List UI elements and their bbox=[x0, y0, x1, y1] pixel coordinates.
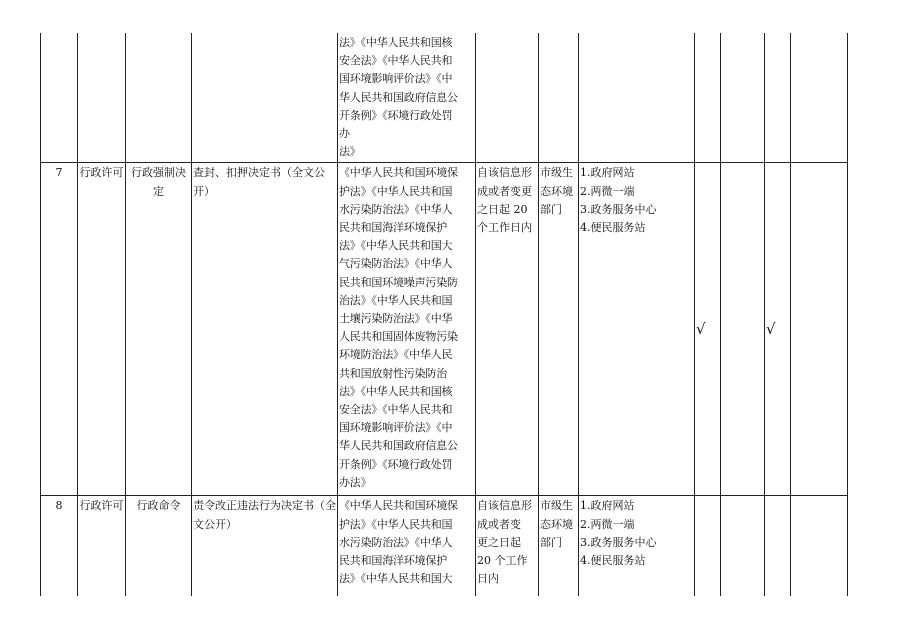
basis-line: 安全法》《中华人民共和 bbox=[339, 403, 453, 417]
basis-line: 土壤污染防治法》《中华 bbox=[339, 312, 453, 326]
basis-line: 治法》《中华人民共和国 bbox=[339, 293, 453, 307]
table-row bbox=[41, 163, 848, 496]
basis-line: 国环境影响评价法》《中 bbox=[339, 421, 453, 435]
channel-line: 3.政务服务中心 bbox=[580, 202, 657, 216]
subject-line: 市级生 bbox=[540, 499, 573, 513]
basis-line: 开条例》《环境行政处罚 bbox=[339, 108, 453, 122]
cell-subject bbox=[539, 163, 579, 496]
basis-line: 安全法》《中华人民共和 bbox=[339, 54, 453, 68]
time-line: 日内 bbox=[477, 572, 499, 586]
cell-empty bbox=[721, 33, 765, 163]
basis-line: 共和国放射性污染防治 bbox=[339, 366, 447, 380]
subject-line: 部门 bbox=[540, 535, 562, 549]
cell-item: 行政强制决定 bbox=[126, 163, 192, 496]
time-line: 自该信息形 bbox=[477, 499, 532, 513]
basis-line: 法》 bbox=[339, 145, 361, 159]
basis-line: 水污染防治法》《中华人 bbox=[339, 535, 453, 549]
cell-time-limit bbox=[476, 496, 539, 596]
cell-check-a: √ bbox=[695, 163, 721, 496]
table-row bbox=[41, 33, 848, 163]
basis-line: 办法》 bbox=[339, 475, 372, 489]
cell-subject bbox=[539, 496, 579, 596]
basis-line: 气污染防治法》《中华人 bbox=[339, 257, 453, 271]
cell-content: 查封、扣押决定书（全文公开） bbox=[192, 163, 338, 496]
time-line: 成或者变更 bbox=[477, 184, 532, 198]
cell-item: 行政命令 bbox=[126, 496, 192, 596]
basis-line: 环境防治法》《中华人民 bbox=[339, 348, 453, 362]
cell-time-limit bbox=[476, 33, 539, 163]
channel-line: 2.两微一端 bbox=[580, 184, 635, 198]
cell-empty bbox=[721, 496, 765, 596]
cell-time-limit bbox=[476, 163, 539, 496]
basis-line: 法》《中华人民共和国核 bbox=[339, 384, 453, 398]
time-line: 更之日起 bbox=[477, 535, 521, 549]
basis-line: 法》《中华人民共和国核 bbox=[339, 36, 453, 49]
cell-category: 行政许可 bbox=[78, 163, 126, 496]
basis-line: 护法》《中华人民共和国 bbox=[339, 517, 453, 531]
subject-line: 态环境 bbox=[540, 184, 573, 198]
cell-number: 7 bbox=[41, 163, 78, 496]
basis-line: 法》《中华人民共和国大 bbox=[339, 239, 453, 253]
cell-basis bbox=[338, 33, 476, 163]
cell-category bbox=[78, 33, 126, 163]
basis-line: 华人民共和国政府信息公 bbox=[339, 90, 458, 104]
document-table bbox=[40, 33, 848, 596]
cell-check-a bbox=[695, 496, 721, 596]
subject-line: 态环境 bbox=[540, 517, 573, 531]
time-line: 自该信息形 bbox=[477, 166, 532, 180]
cell-category: 行政许可 bbox=[78, 496, 126, 596]
cell-channel bbox=[579, 163, 695, 496]
basis-line: 《中华人民共和国环境保 bbox=[339, 499, 458, 513]
time-line: 个工作日内 bbox=[477, 221, 532, 235]
basis-line: 人民共和国固体废物污染 bbox=[339, 330, 458, 344]
basis-line: 国环境影响评价法》《中 bbox=[339, 72, 453, 86]
cell-number bbox=[41, 33, 78, 163]
basis-line: 开条例》《环境行政处罚 bbox=[339, 457, 453, 471]
cell-content bbox=[192, 33, 338, 163]
basis-line: 水污染防治法》《中华人 bbox=[339, 202, 453, 216]
basis-line: 《中华人民共和国环境保 bbox=[339, 166, 458, 180]
channel-line: 4.便民服务站 bbox=[580, 554, 646, 568]
channel-line: 2.两微一端 bbox=[580, 517, 635, 531]
table-row bbox=[41, 496, 848, 596]
subject-line: 市级生 bbox=[540, 166, 573, 180]
time-line: 成或者变 bbox=[477, 517, 521, 531]
cell-subject bbox=[539, 33, 579, 163]
basis-line: 华人民共和国政府信息公 bbox=[339, 439, 458, 453]
cell-channel bbox=[579, 496, 695, 596]
channel-line: 1.政府网站 bbox=[580, 166, 635, 180]
cell-check-b: √ bbox=[765, 163, 791, 496]
time-line: 之日起 20 bbox=[477, 202, 528, 216]
basis-line: 法》《中华人民共和国大 bbox=[339, 572, 453, 586]
subject-line: 部门 bbox=[540, 202, 562, 216]
cell-empty bbox=[791, 163, 848, 496]
basis-line: 民共和国环境噪声污染防 bbox=[339, 275, 458, 289]
cell-item bbox=[126, 33, 192, 163]
cell-check-b bbox=[765, 33, 791, 163]
cell-empty bbox=[791, 33, 848, 163]
basis-line: 护法》《中华人民共和国 bbox=[339, 184, 453, 198]
cell-check-a bbox=[695, 33, 721, 163]
cell-check-b bbox=[765, 496, 791, 596]
channel-line: 1.政府网站 bbox=[580, 499, 635, 513]
cell-channel bbox=[579, 33, 695, 163]
channel-line: 4.便民服务站 bbox=[580, 221, 646, 235]
time-line: 20 个工作 bbox=[477, 554, 528, 568]
cell-number: 8 bbox=[41, 496, 78, 596]
cell-empty bbox=[721, 163, 765, 496]
cell-basis bbox=[338, 163, 476, 496]
cell-content: 责令改正违法行为决定书（全文公开） bbox=[192, 496, 338, 596]
basis-line: 民共和国海洋环境保护 bbox=[339, 554, 447, 568]
basis-line: 民共和国海洋环境保护 bbox=[339, 221, 447, 235]
basis-line: 办 bbox=[339, 127, 350, 141]
channel-line: 3.政务服务中心 bbox=[580, 535, 657, 549]
cell-basis bbox=[338, 496, 476, 596]
cell-empty bbox=[791, 496, 848, 596]
